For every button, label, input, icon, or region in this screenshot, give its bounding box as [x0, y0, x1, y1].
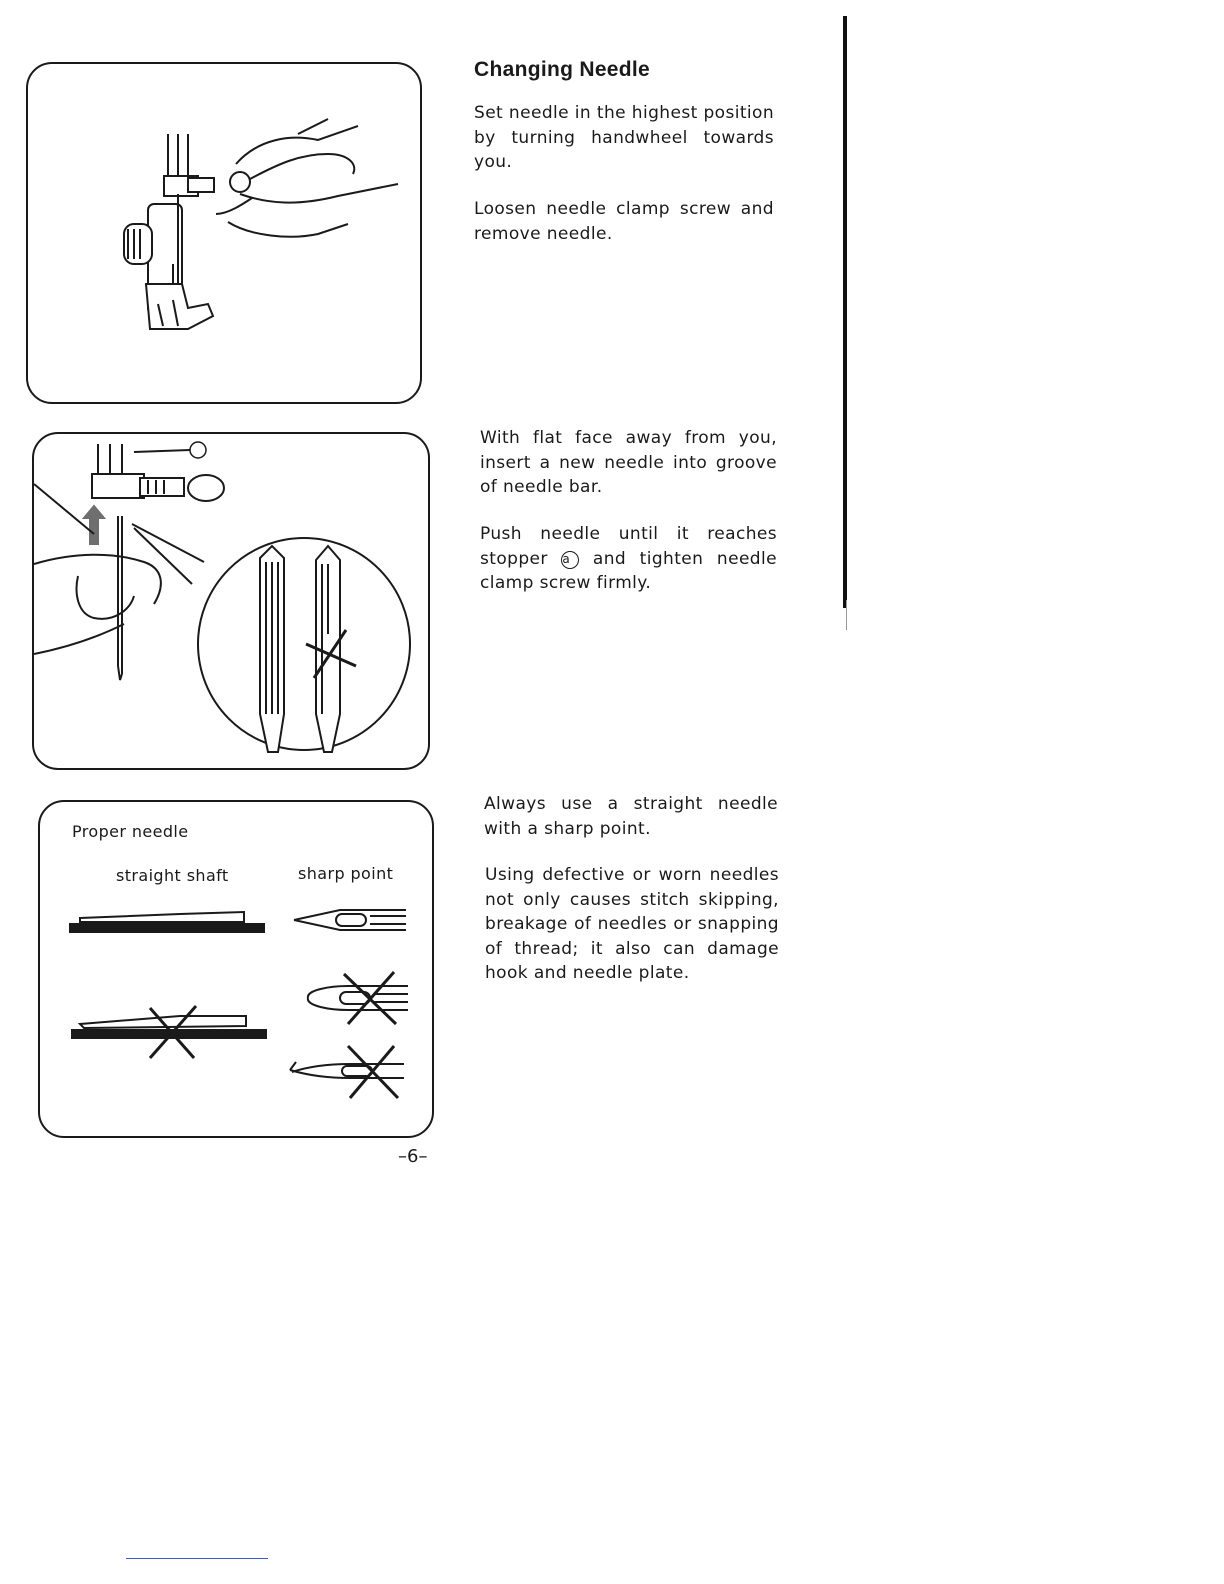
- bent-needle-icon: [72, 1006, 266, 1058]
- straight-shaft-label: straight shaft: [116, 866, 229, 885]
- page-number: –6–: [398, 1146, 428, 1167]
- margin-rule: [843, 16, 847, 608]
- proper-needle-illustration: [40, 802, 432, 1136]
- sharp-point-icon: [294, 910, 406, 930]
- blunt-point-icon: [308, 972, 408, 1024]
- instruction-straight-needle: Always use a straight needle with a sharp point.: [484, 794, 778, 839]
- instruction-loosen-clamp: Loosen needle clamp screw and remove needle.: [474, 199, 774, 244]
- sharp-point-label: sharp point: [298, 864, 394, 883]
- instruction-insert-needle: With flat face away from you, insert a new needle into groove of needle bar.: [480, 428, 777, 497]
- figure-needle-clamp: [26, 62, 422, 404]
- straight-needle-icon: [70, 912, 264, 932]
- page-title: Changing Needle: [474, 58, 651, 81]
- figure-insert-needle: [32, 432, 430, 770]
- proper-needle-heading: Proper needle: [72, 822, 189, 841]
- needle-clamp-hand-illustration: [28, 64, 420, 402]
- figure-proper-needle: [38, 800, 434, 1138]
- needle-insertion-illustration: [34, 434, 428, 768]
- push-needle-text-a: Push needle until it reaches stopper: [480, 524, 777, 569]
- burred-point-icon: [290, 1046, 404, 1098]
- instruction-push-needle: [480, 522, 777, 596]
- instruction-defective-needle: Using defective or worn needles not only causes stitch skipping, breakage of needles or snapping of thread; it also can damage hook and needle plate.: [485, 865, 779, 983]
- stopper-marker-a: a: [561, 551, 579, 569]
- push-needle-text-b: and tighten needle clamp screw firmly.: [480, 548, 777, 593]
- instruction-set-needle: Set needle in the highest position by turning handwheel towards you.: [474, 103, 774, 172]
- margin-rule-faint: [846, 600, 847, 630]
- footer-line: [126, 1558, 268, 1559]
